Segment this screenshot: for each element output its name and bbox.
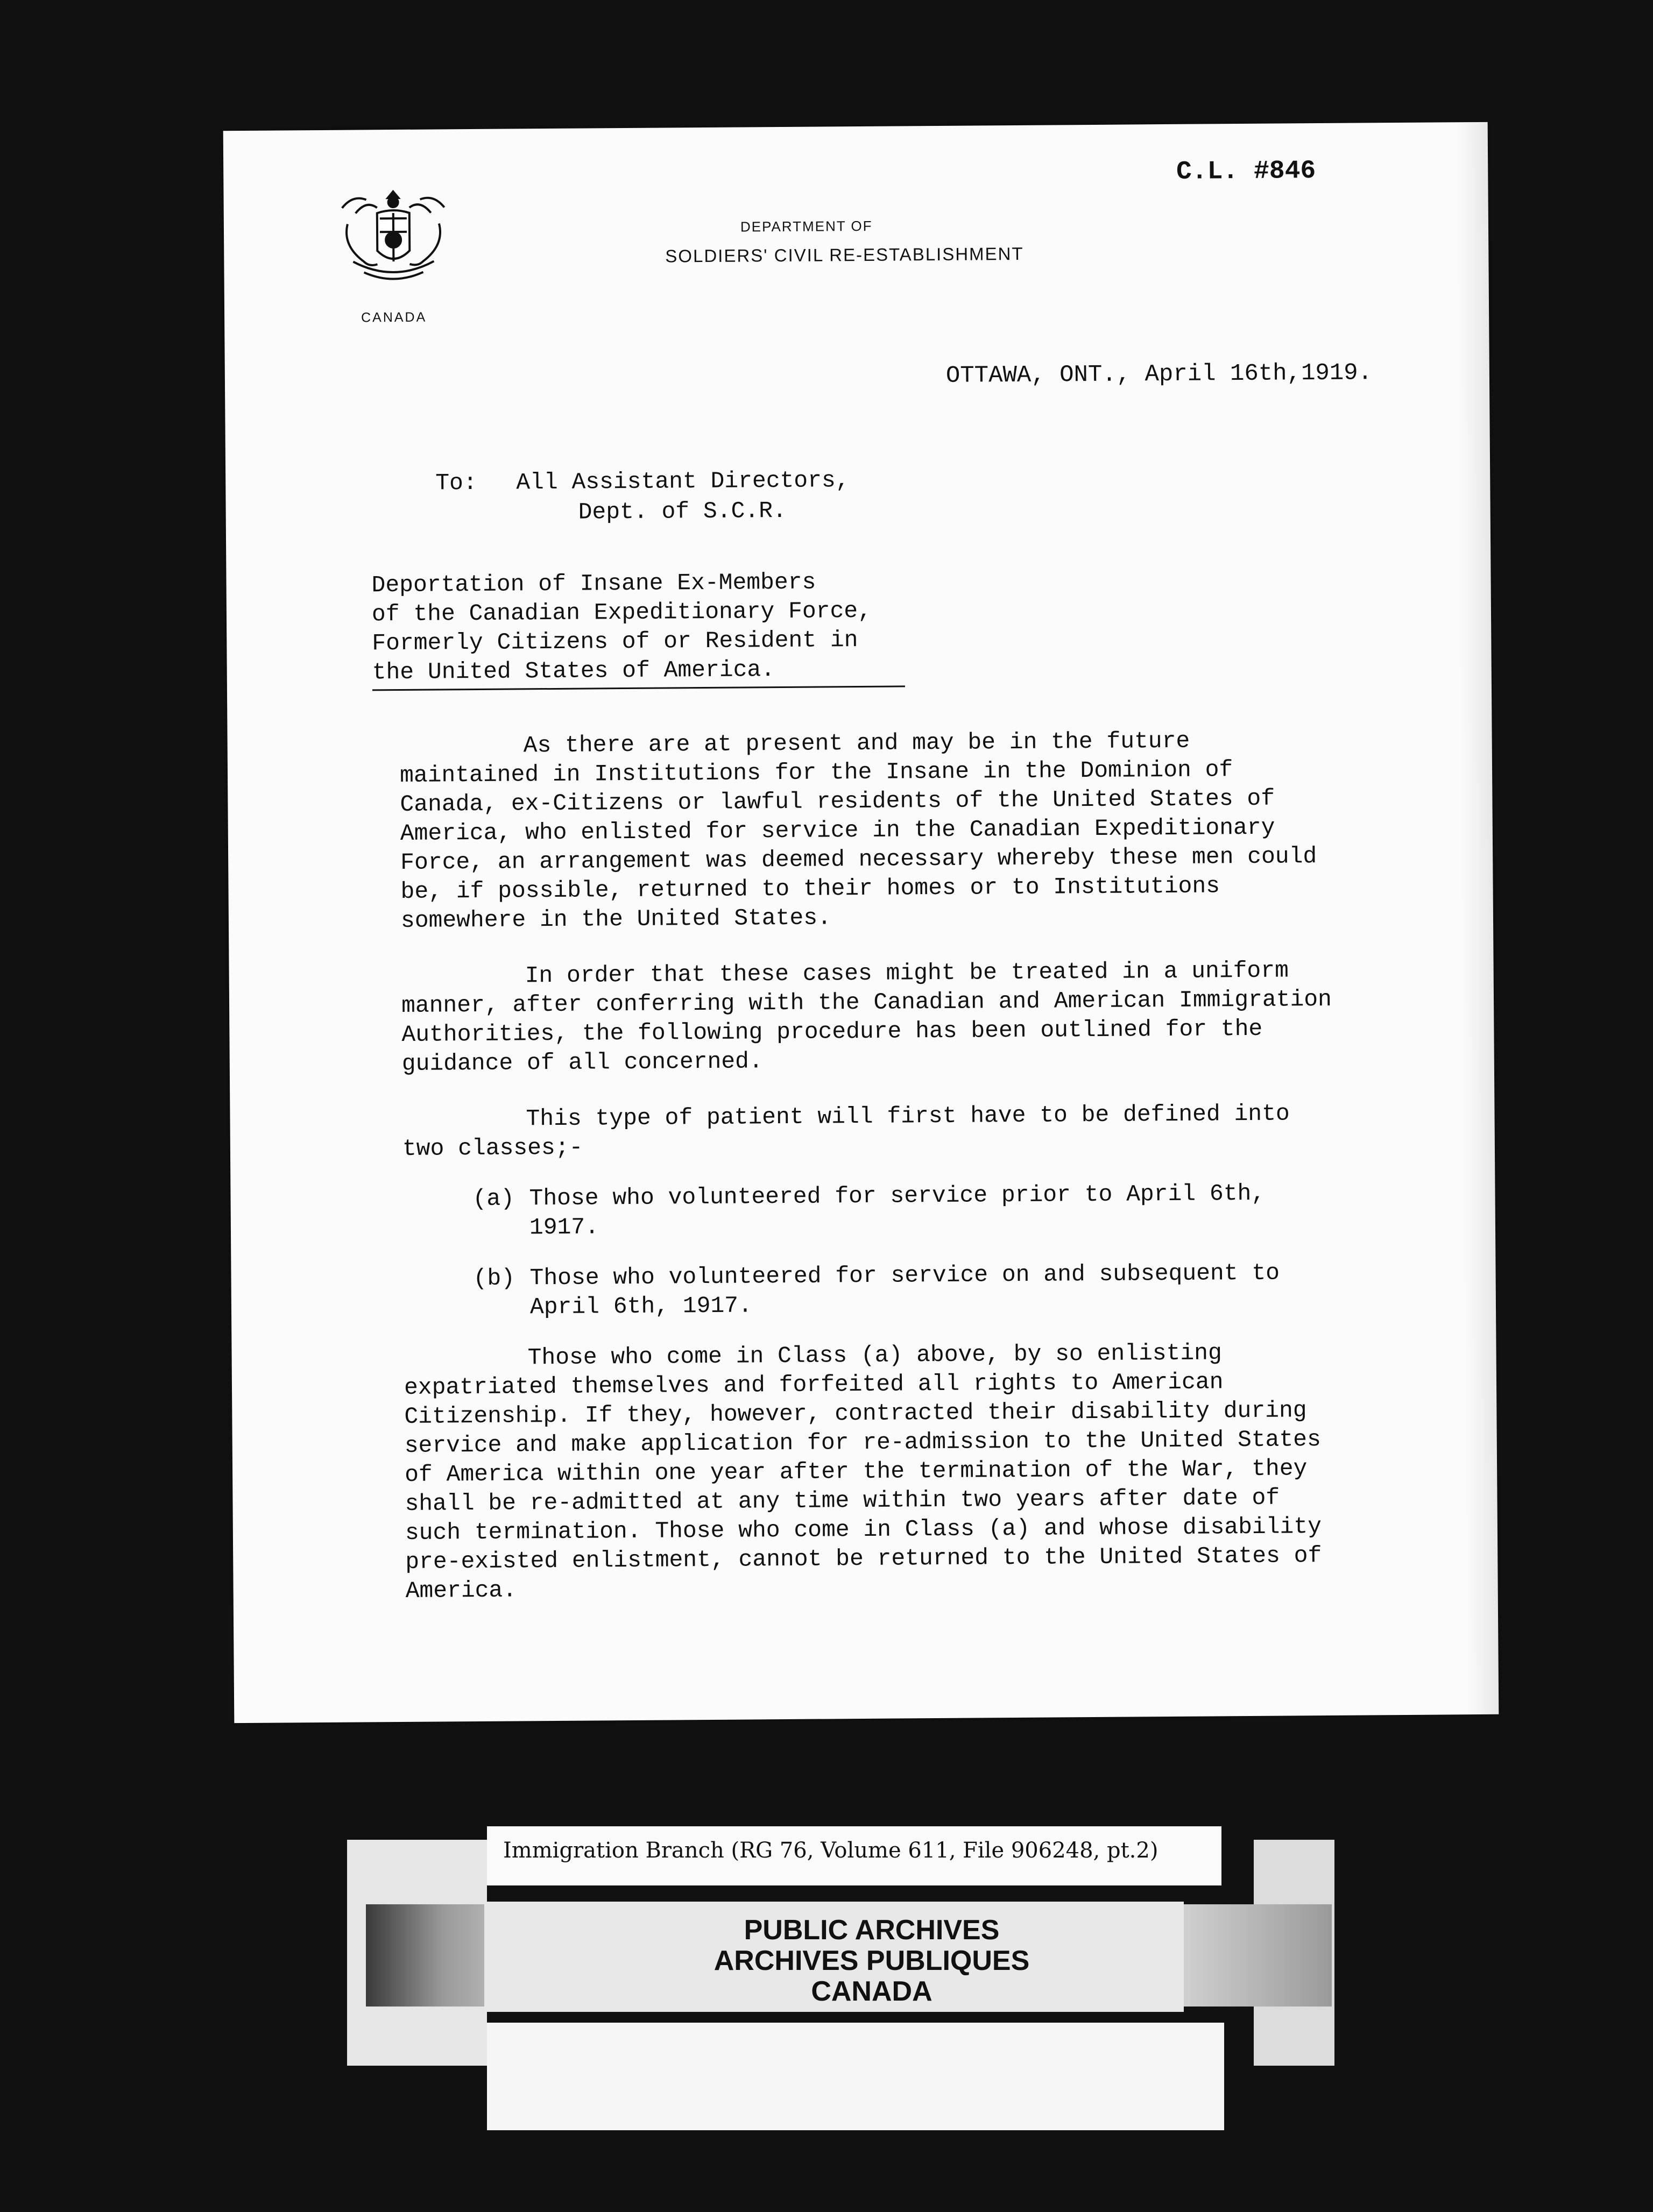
- class-item-key: (a): [472, 1185, 515, 1213]
- emblem-caption: CANADA: [361, 309, 427, 325]
- coat-of-arms-icon: [326, 180, 461, 300]
- place-date: OTTAWA, ONT., April 16th,1919.: [945, 359, 1373, 389]
- body-paragraph: Those who come in Class (a) above, by so enlisting expatriated themselves and forfeited all rights to American Citizenship. If they, however, contracted their disability during service and make application for re-admission to the United States of America within one year after the termination of the War, they shall be re-admitted at any time within two years after date of such termination. Those who come in Class (a) and whose disability pre-existed enlistment, cannot be returned to the United States of America.: [404, 1339, 1322, 1604]
- circular-letter-number: C.L. #846: [1176, 157, 1316, 187]
- class-item: [472, 1179, 1334, 1243]
- subject-line: the United States of America.: [372, 656, 775, 686]
- archive-source-tag: Immigration Branch (RG 76, Volume 611, File 906248, pt.2): [487, 1826, 1221, 1885]
- class-item: [473, 1258, 1334, 1322]
- coat-of-arms-icon: [326, 180, 461, 300]
- stamp-line: ARCHIVES PUBLIQUES: [714, 1945, 1030, 1976]
- to-label: To:: [435, 469, 477, 497]
- archive-card: [487, 2023, 1224, 2130]
- subject-line: Formerly Citizens of or Resident in: [372, 627, 858, 657]
- subject-line: Deportation of Insane Ex-Members: [371, 569, 816, 599]
- stamp-line: CANADA: [811, 1976, 933, 2007]
- addressee-line: Dept. of S.C.R.: [578, 497, 787, 526]
- stamp-line: PUBLIC ARCHIVES: [744, 1915, 1000, 1946]
- subject-block: [371, 567, 910, 687]
- letter-body: [400, 726, 1337, 1633]
- letter-page: [223, 122, 1499, 1723]
- archive-stamp-text: [662, 1915, 1082, 2007]
- body-paragraph: As there are at present and may be in the future maintained in Institutions for the Insane in the Dominion of Canada, ex-Citizens or lawful residents of the United States of America, who enlisted for service in the Canadian Expeditionary Force, an arrangement was deemed necessary whereby these men could be, if possible, returned to their homes or to Institutions somewhere in the United States.: [399, 727, 1317, 934]
- class-item-key: (b): [473, 1265, 515, 1292]
- body-paragraph: This type of patient will first have to be defined into two classes;-: [402, 1100, 1290, 1162]
- class-item-text: Those who volunteered for service on and subsequent to April 6th, 1917.: [529, 1259, 1280, 1321]
- addressee-line: All Assistant Directors,: [516, 467, 850, 496]
- subject-line: of the Canadian Expeditionary Force,: [371, 597, 872, 628]
- department-of-label: DEPARTMENT OF: [740, 217, 873, 235]
- body-paragraph: In order that these cases might be treated in a uniform manner, after conferring with the Canadian and American Immigration Authorities, the following procedure has been outlined for the guidance of all concerned.: [401, 957, 1332, 1077]
- page-edge-shadow: [1456, 122, 1499, 1714]
- addressee-block: [435, 465, 850, 528]
- department-name: SOLDIERS' CIVIL RE-ESTABLISHMENT: [665, 243, 1024, 266]
- class-item-text: Those who volunteered for service prior to April 6th, 1917.: [529, 1180, 1266, 1241]
